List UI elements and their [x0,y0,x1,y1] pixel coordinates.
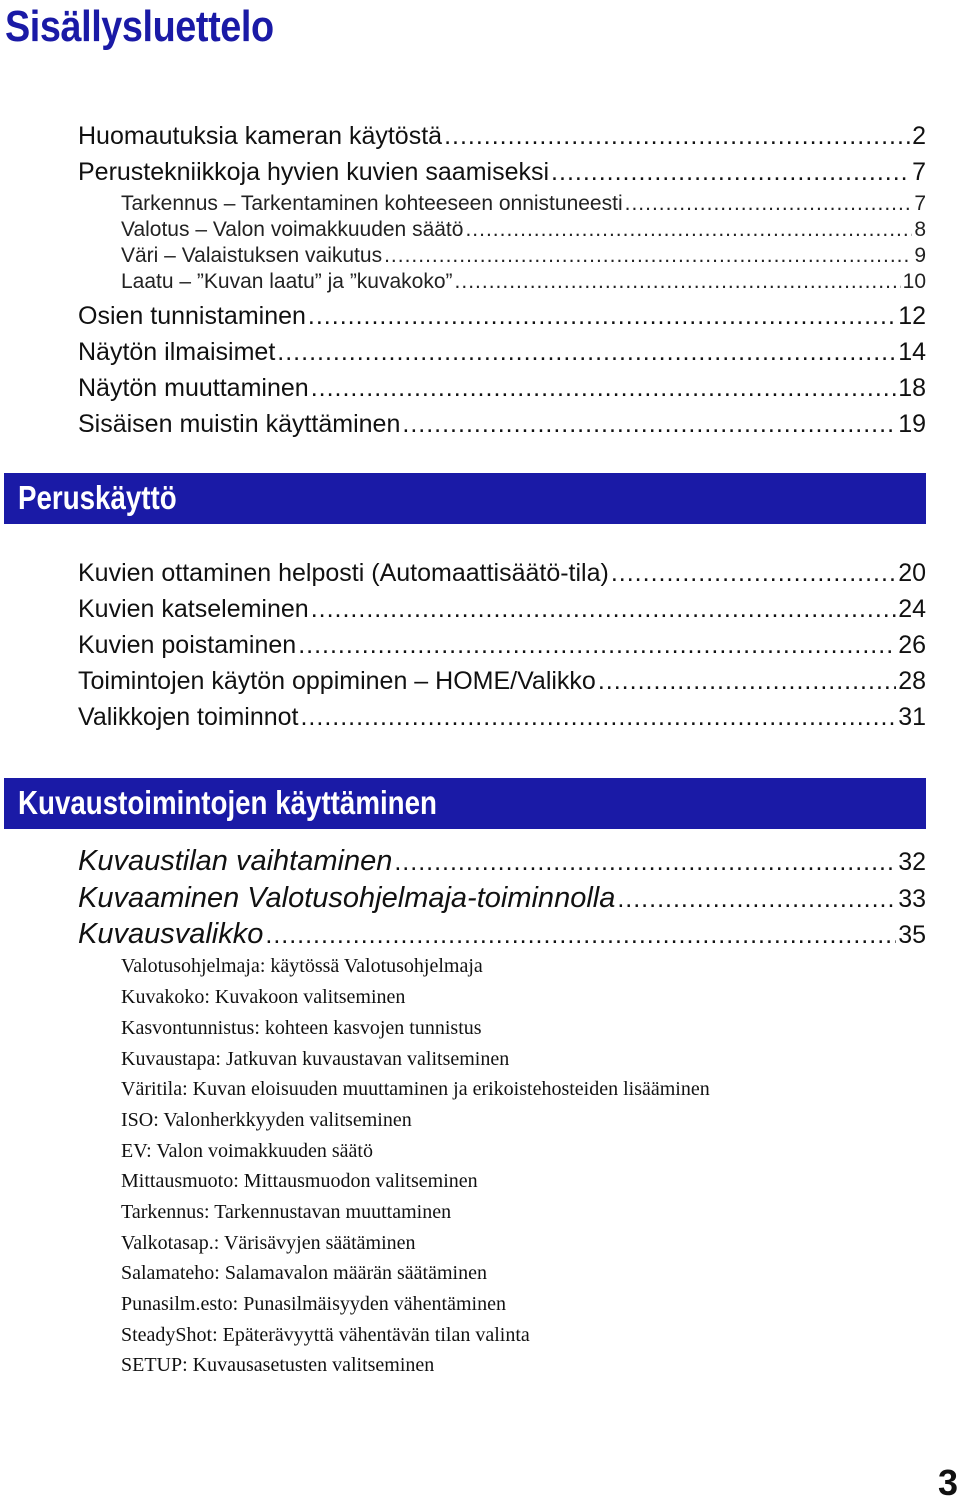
toc-entry-label: Sisäisen muistin käyttäminen [78,410,401,438]
toc-entry[interactable] [78,880,926,916]
toc-entry-label: Kuvien poistaminen [78,631,297,659]
menu-item: SteadyShot: Epäterävyyttä vähentävän tilan valinta [121,1324,530,1346]
menu-item: ISO: Valonherkkyyden valitseminen [121,1109,412,1131]
toc-entry[interactable] [78,593,926,625]
toc-entry-label: Kuvien ottaminen helposti (Automaattisäätö-tila) [78,559,609,587]
toc-entry[interactable] [78,701,926,733]
section-header-shooting [4,778,926,829]
menu-item: EV: Valon voimakkuuden säätö [121,1140,373,1162]
leader-dots [300,701,896,733]
toc-entry-label: Perustekniikkoja hyvien kuvien saamiseksi [78,158,550,186]
leader-dots [625,191,913,217]
menu-item: Kuvakoko: Kuvakoon valitseminen [121,986,406,1008]
toc-entry[interactable] [78,300,926,332]
toc-subentry[interactable] [121,191,926,217]
toc-entry-label: Näytön muuttaminen [78,374,309,402]
toc-entry-page: 28 [898,667,926,695]
leader-dots [298,629,896,661]
section-heading: Peruskäyttö [18,479,177,516]
toc-entry[interactable] [78,408,926,440]
toc-entry-page: 12 [898,302,926,330]
menu-item: Valkotasap.: Värisävyjen säätäminen [121,1232,416,1254]
menu-item: Valotusohjelmaja: käytössä Valotusohjelmaja [121,955,483,977]
toc-entry[interactable] [78,665,926,697]
leader-dots [455,269,901,295]
toc-entry-page: 35 [898,921,926,949]
leader-dots [394,844,896,879]
toc-entry-page: 33 [898,885,926,913]
section-heading: Kuvaustoimintojen käyttäminen [18,784,437,821]
toc-entry-page: 8 [914,218,926,241]
toc-entry[interactable] [78,336,926,368]
leader-dots [265,917,896,952]
toc-entry[interactable] [78,120,926,152]
menu-item: SETUP: Kuvausasetusten valitseminen [121,1354,435,1376]
toc-entry-label: Huomautuksia kameran käytöstä [78,122,443,150]
menu-item: Punasilm.esto: Punasilmäisyyden vähentäminen [121,1293,506,1315]
toc-entry-label: Kuvien katseleminen [78,595,309,623]
menu-item: Tarkennus: Tarkennustavan muuttaminen [121,1201,452,1223]
toc-entry-page: 19 [898,410,926,438]
leader-dots [617,881,896,916]
leader-dots [402,408,896,440]
leader-dots [611,557,896,589]
page-title: Sisällysluettelo [5,2,274,51]
toc-entry-label: Kuvaaminen Valotusohjelmaja-toiminnolla [78,882,616,914]
toc-entry-page: 20 [898,559,926,587]
toc-entry-label: Valotus – Valon voimakkuuden säätö [121,218,464,241]
toc-entry-label: Kuvausvalikko [78,918,264,950]
toc-entry[interactable] [78,843,926,879]
page-number: 3 [937,1462,958,1503]
toc-entry-page: 2 [912,122,926,150]
toc-entry-label: Tarkennus – Tarkentaminen kohteeseen onnistuneesti [121,192,623,215]
toc-entry-page: 18 [898,374,926,402]
toc-entry-page: 7 [912,158,926,186]
toc-entry-page: 24 [898,595,926,623]
leader-dots [277,336,896,368]
menu-item: Kasvontunnistus: kohteen kasvojen tunnistus [121,1017,482,1039]
menu-item: Kuvaustapa: Jatkuvan kuvaustavan valitseminen [121,1048,510,1070]
toc-entry-label: Laatu – ”Kuvan laatu” ja ”kuvakoko” [121,270,453,293]
toc-entry-page: 14 [898,338,926,366]
leader-dots [444,120,910,152]
toc-entry-page: 10 [902,270,926,293]
toc-entry-label: Näytön ilmaisimet [78,338,276,366]
toc-entry[interactable] [78,557,926,589]
menu-item: Mittausmuoto: Mittausmuodon valitseminen [121,1170,478,1192]
toc-entry-label: Väri – Valaistuksen vaikutus [121,244,383,267]
toc-subentry[interactable] [121,269,926,295]
toc-entry[interactable] [78,156,926,188]
leader-dots [311,593,896,625]
leader-dots [465,217,912,243]
leader-dots [598,665,896,697]
toc-entry[interactable] [78,372,926,404]
toc-subentry[interactable] [121,217,926,243]
leader-dots [308,300,896,332]
toc-entry-page: 31 [898,703,926,731]
toc-entry-label: Kuvaustilan vaihtaminen [78,845,393,877]
toc-entry-label: Valikkojen toiminnot [78,703,299,731]
leader-dots [311,372,897,404]
toc-entry-label: Osien tunnistaminen [78,302,306,330]
toc-entry-label: Toimintojen käytön oppiminen – HOME/Valikko [78,667,596,695]
leader-dots [384,243,912,269]
section-header-basic [4,473,926,524]
toc-entry-page: 32 [898,848,926,876]
menu-item: Väritila: Kuvan eloisuuden muuttaminen ja erikoistehosteiden lisääminen [121,1078,710,1100]
toc-subentry[interactable] [121,243,926,269]
menu-item: Salamateho: Salamavalon määrän säätäminen [121,1262,487,1284]
toc-entry[interactable] [78,629,926,661]
toc-entry-page: 7 [914,192,926,215]
toc-entry[interactable] [78,916,926,952]
leader-dots [551,156,910,188]
toc-entry-page: 9 [914,244,926,267]
toc-entry-page: 26 [898,631,926,659]
